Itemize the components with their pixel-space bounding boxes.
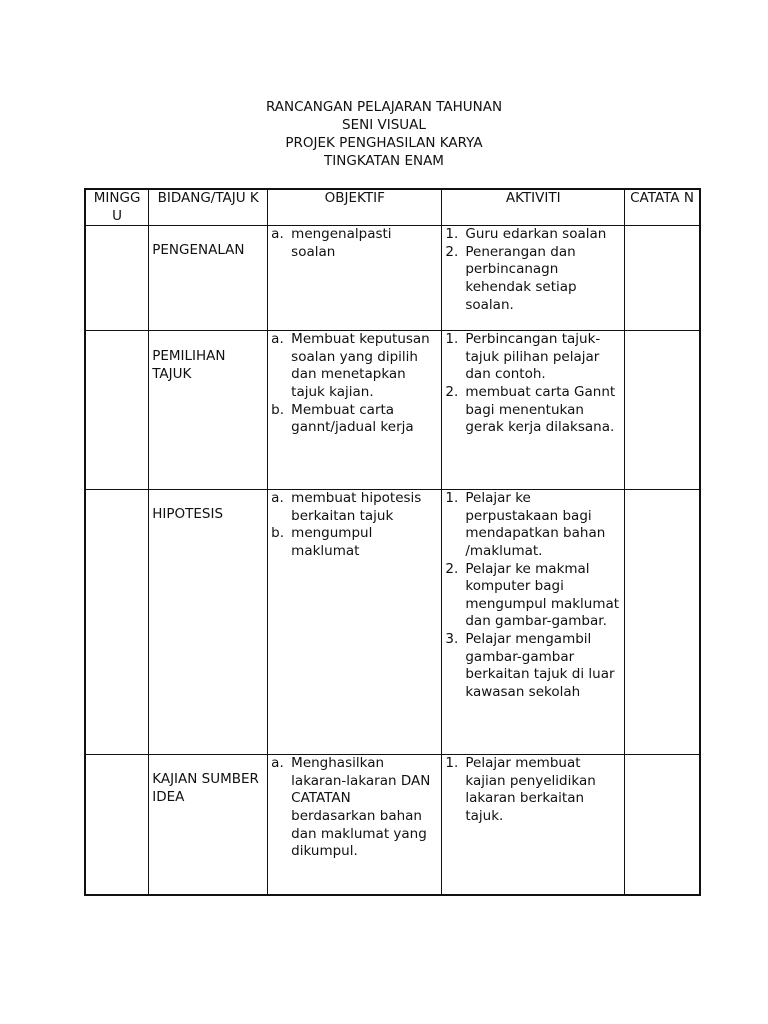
aktiviti-item — [445, 226, 621, 244]
table-header-row — [85, 189, 700, 226]
list-text: Pelajar membuat kajian penyelidikan lakaran berkaitan tajuk. — [465, 755, 596, 824]
list-marker: a. — [271, 490, 284, 507]
list-text: Pelajar ke perpustakaan bagi mendapatkan bahan /maklumat. — [465, 490, 606, 559]
list-text: Pelajar mengambil gambar-gambar berkaitan tajuk di luar kawasan sekolah — [465, 630, 615, 700]
list-marker: 2. — [445, 243, 459, 260]
list-text: Membuat carta gannt/jadual kerja — [291, 401, 414, 436]
list-text: Membuat keputusan soalan yang dipilih dan menetapkan tajuk kajian. — [291, 331, 430, 400]
aktiviti-item — [445, 331, 621, 384]
list-marker: b. — [271, 525, 285, 542]
table-row — [85, 755, 700, 895]
bidang-label: HIPOTESIS — [152, 506, 224, 523]
list-text: membuat hipotesis berkaitan tajuk — [291, 490, 422, 524]
list-marker: a. — [271, 226, 284, 243]
aktiviti-item — [445, 631, 621, 701]
objektif-item — [271, 490, 438, 525]
list-marker: 3. — [445, 630, 459, 647]
header-bidang: BIDANG/TAJU K — [149, 189, 268, 226]
objektif-cell — [268, 755, 442, 895]
catatan-cell — [625, 755, 700, 895]
catatan-cell — [625, 226, 700, 331]
list-text: Perbincangan tajuk-tajuk pilihan pelajar dan contoh. — [465, 331, 601, 383]
doc-title-line-4: TINGKATAN ENAM — [324, 153, 444, 169]
list-marker: b. — [271, 401, 285, 418]
aktiviti-item — [445, 244, 621, 314]
header-aktiviti: AKTIVITI — [442, 189, 625, 226]
list-marker: 2. — [445, 383, 459, 400]
objektif-item — [271, 331, 438, 401]
doc-title-line-3: PROJEK PENGHASILAN KARYA — [285, 135, 483, 151]
catatan-cell — [625, 490, 700, 755]
aktiviti-cell — [442, 331, 625, 490]
catatan-cell — [625, 331, 700, 490]
bidang-label: PEMILIHAN TAJUK — [152, 348, 226, 382]
bidang-cell — [149, 490, 268, 755]
list-marker: a. — [271, 755, 284, 772]
list-marker: 1. — [445, 331, 459, 348]
minggu-cell — [85, 226, 149, 331]
minggu-cell — [85, 490, 149, 755]
lesson-plan-table — [84, 188, 701, 896]
aktiviti-item — [445, 384, 621, 437]
minggu-cell — [85, 331, 149, 490]
list-text: Guru edarkan soalan — [465, 226, 607, 243]
bidang-cell — [149, 755, 268, 895]
list-text: Pelajar ke makmal komputer bagi mengumpul maklumat dan gambar-gambar. — [465, 560, 620, 630]
table-row — [85, 226, 700, 331]
list-text: Penerangan dan perbincanagn kehendak setiap soalan. — [465, 243, 577, 313]
header-minggu: MINGG U — [85, 189, 149, 226]
list-marker: 1. — [445, 755, 459, 772]
bidang-label: KAJIAN SUMBER IDEA — [152, 771, 259, 805]
doc-title-line-2: SENI VISUAL — [342, 117, 426, 133]
list-marker: 1. — [445, 226, 459, 243]
table-row — [85, 490, 700, 755]
objektif-item — [271, 402, 438, 437]
bidang-cell — [149, 331, 268, 490]
list-marker: 1. — [445, 490, 459, 507]
objektif-item — [271, 226, 438, 261]
objektif-cell — [268, 331, 442, 490]
objektif-cell — [268, 226, 442, 331]
list-marker: 2. — [445, 560, 459, 577]
list-text: Menghasilkan lakaran-lakaran DAN CATATAN berdasarkan bahan dan maklumat yang dikumpul. — [291, 755, 431, 860]
doc-title-line-1: RANCANGAN PELAJARAN TAHUNAN — [265, 99, 503, 115]
bidang-cell — [149, 226, 268, 331]
objektif-cell — [268, 490, 442, 755]
aktiviti-item — [445, 490, 621, 560]
bidang-label: PENGENALAN — [152, 242, 245, 259]
aktiviti-cell — [442, 755, 625, 895]
header-objektif: OBJEKTIF — [268, 189, 442, 226]
minggu-cell — [85, 755, 149, 895]
objektif-item — [271, 755, 438, 861]
aktiviti-item — [445, 561, 621, 631]
aktiviti-cell — [442, 490, 625, 755]
list-text: mengenalpasti soalan — [291, 226, 392, 260]
header-catatan: CATATA N — [625, 189, 700, 226]
aktiviti-cell — [442, 226, 625, 331]
aktiviti-item — [445, 755, 621, 825]
table-row — [85, 331, 700, 490]
list-text: mengumpul maklumat — [291, 525, 373, 559]
objektif-item — [271, 525, 438, 560]
list-text: membuat carta Gannt bagi menentukan gerak kerja dilaksana. — [465, 383, 616, 436]
list-marker: a. — [271, 331, 284, 348]
